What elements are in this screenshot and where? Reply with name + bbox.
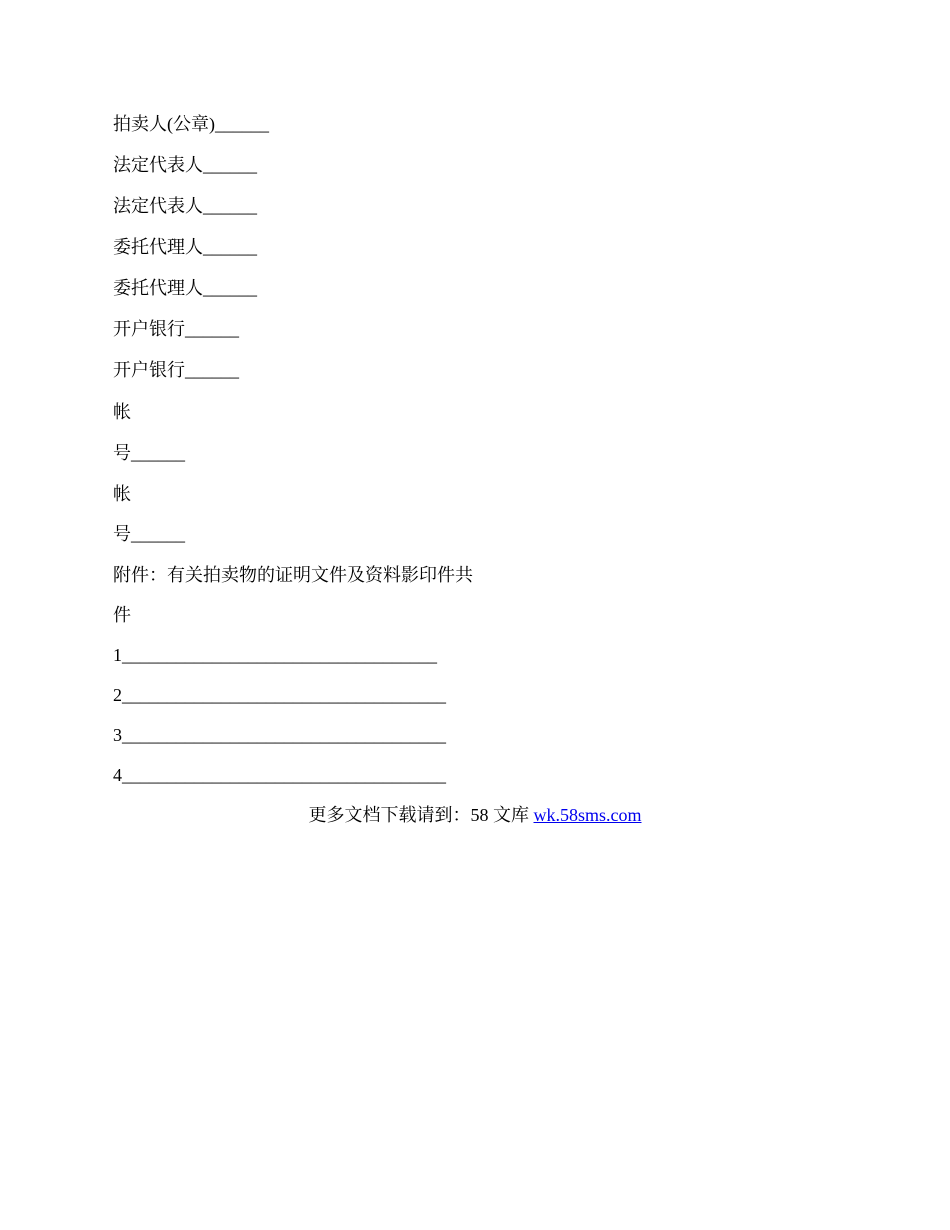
account-number-line-2: 号______: [113, 524, 185, 544]
auctioneer-seal-line: 拍卖人(公章)______: [113, 114, 269, 134]
download-footer: [0, 803, 950, 827]
footer-prefix: 更多文档下载请到：58 文库: [308, 805, 534, 825]
account-label-2: 帐: [113, 484, 131, 504]
legal-representative-line-2: 法定代表人______: [113, 196, 257, 216]
attachment-item-2: 2____________________________________: [113, 685, 446, 705]
footer-link[interactable]: wk.58sms.com: [533, 805, 642, 825]
attachment-description: 附件：有关拍卖物的证明文件及资料影印件共: [113, 565, 473, 585]
authorized-agent-line-1: 委托代理人______: [113, 237, 257, 257]
account-number-line-1: 号______: [113, 443, 185, 463]
attachment-item-4: 4____________________________________: [113, 765, 446, 785]
account-label-1: 帐: [113, 402, 131, 422]
legal-representative-line-1: 法定代表人______: [113, 155, 257, 175]
attachment-item-1: 1___________________________________: [113, 645, 437, 665]
opening-bank-line-1: 开户银行______: [113, 319, 239, 339]
authorized-agent-line-2: 委托代理人______: [113, 278, 257, 298]
opening-bank-line-2: 开户银行______: [113, 360, 239, 380]
attachment-count-unit: 件: [113, 605, 131, 625]
attachment-item-3: 3____________________________________: [113, 725, 446, 745]
